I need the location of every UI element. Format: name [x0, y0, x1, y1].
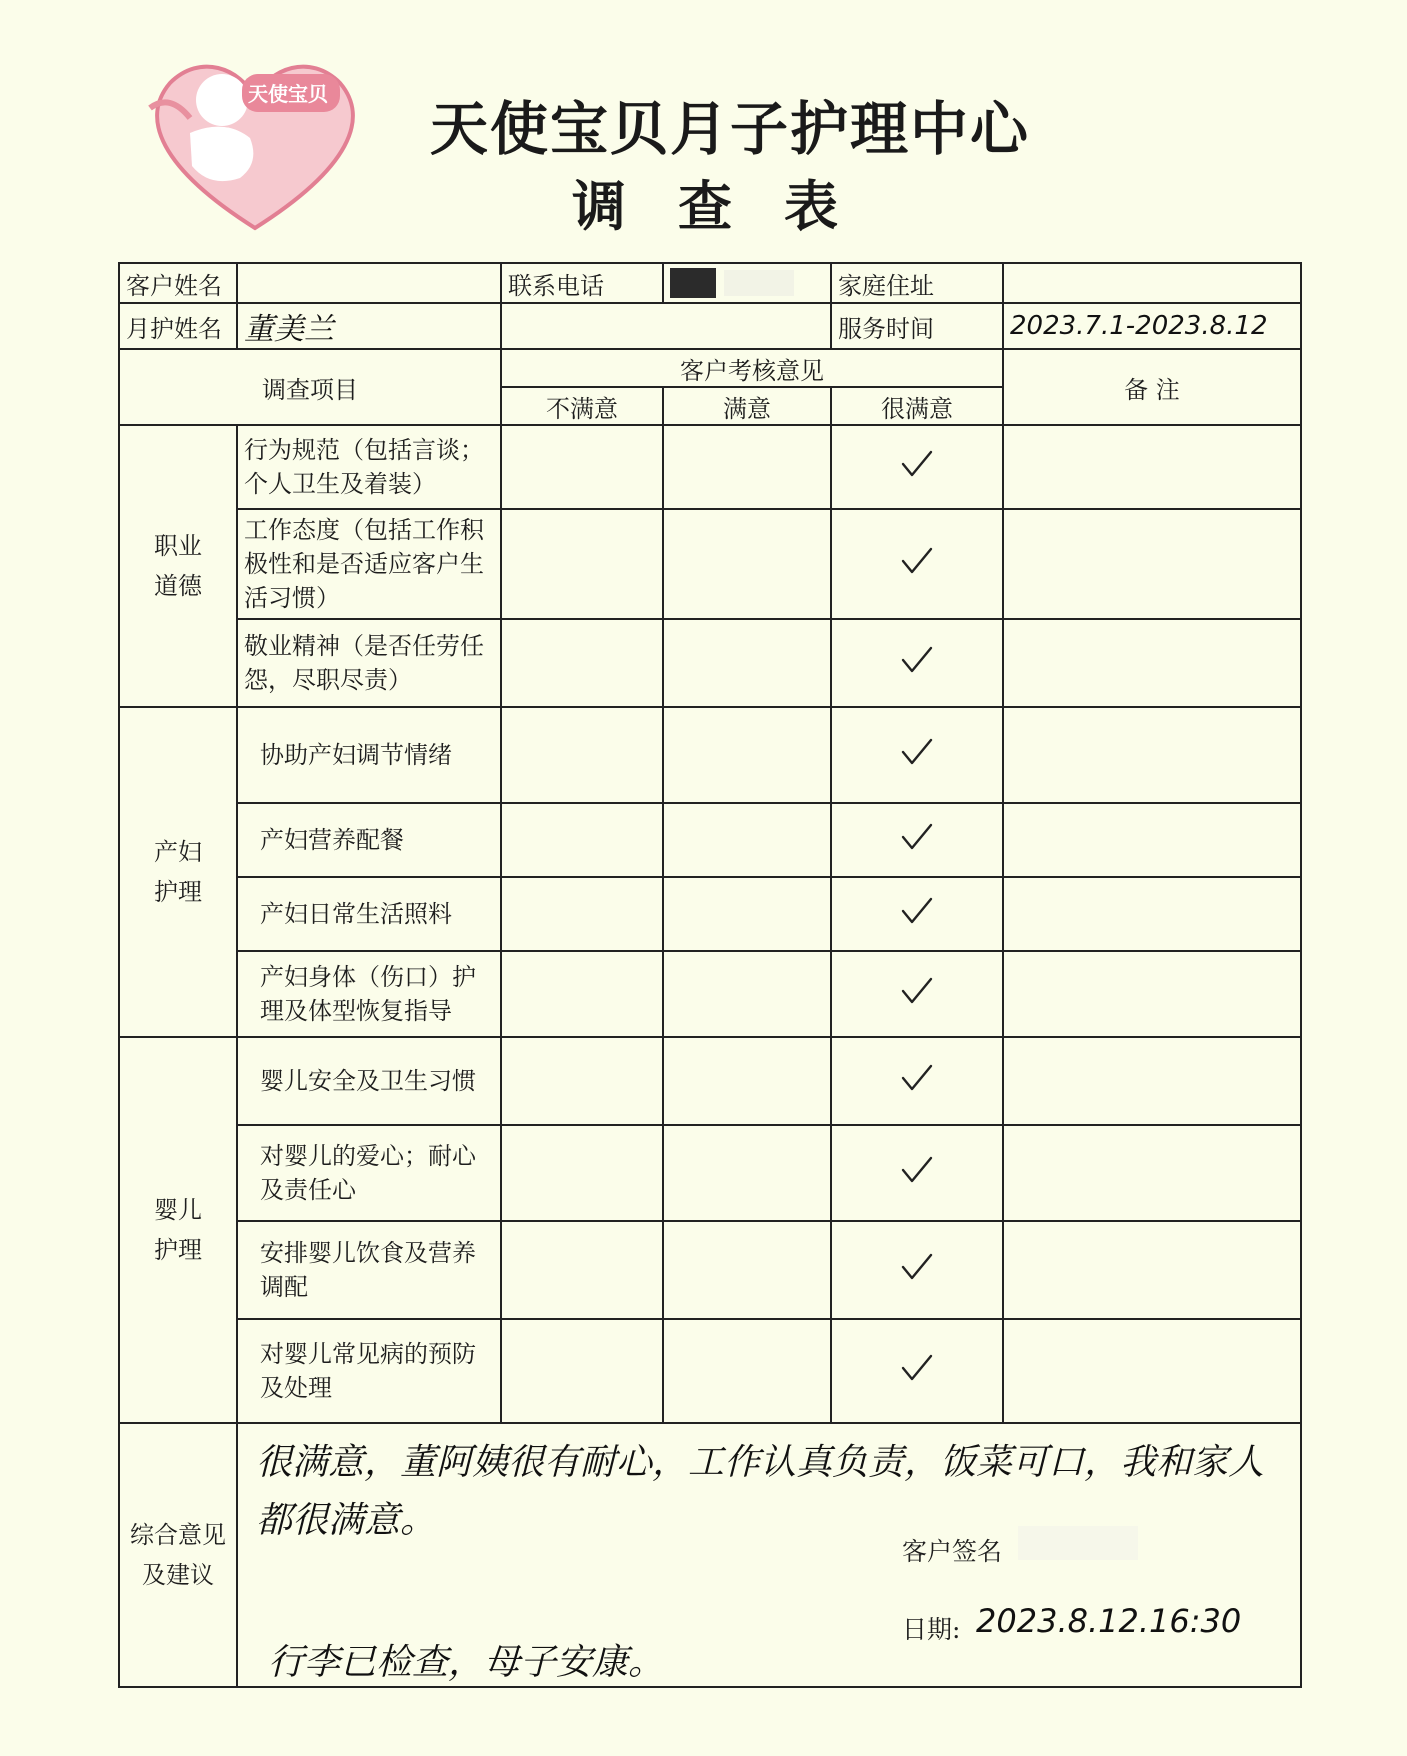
remarks-cell[interactable] [1003, 425, 1301, 509]
signature-label: 客户签名 [902, 1537, 1003, 1566]
rating-cell-dissatisfied[interactable] [501, 619, 663, 707]
check-mark-icon [900, 737, 934, 773]
category-maternal-care: 产妇 护理 [119, 707, 237, 1037]
survey-item-label: 产妇营养配餐 [237, 803, 501, 877]
survey-item-label: 产妇日常生活照料 [237, 877, 501, 951]
check-mark-icon [900, 1063, 934, 1099]
rating-cell-dissatisfied[interactable] [501, 509, 663, 619]
page-title: 天使宝贝月子护理中心 [430, 95, 1031, 163]
rating-cell-very-satisfied[interactable] [831, 803, 1003, 877]
survey-item-label: 行为规范（包括言谈；个人卫生及着装） [237, 425, 501, 509]
rating-cell-dissatisfied[interactable] [501, 425, 663, 509]
check-mark-icon [900, 1353, 934, 1389]
category-infant-care: 婴儿 护理 [119, 1037, 237, 1423]
rating-cell-very-satisfied[interactable] [831, 1221, 1003, 1319]
survey-row [119, 877, 1301, 951]
info-row-2 [119, 303, 1301, 349]
check-mark-icon [900, 449, 934, 485]
dissatisfied-header: 不满意 [501, 387, 663, 425]
nurse-name-label: 月护姓名 [119, 303, 237, 349]
overall-note: 行李已检查，母子安康。 [268, 1642, 665, 1683]
survey-item-label: 安排婴儿饮食及营养调配 [237, 1221, 501, 1319]
rating-cell-very-satisfied[interactable] [831, 509, 1003, 619]
remarks-cell[interactable] [1003, 1125, 1301, 1221]
survey-item-label: 协助产妇调节情绪 [237, 707, 501, 803]
info-blank-cell [501, 303, 831, 349]
remarks-cell[interactable] [1003, 803, 1301, 877]
date-value: 2023.8.12.16:30 [976, 1602, 1242, 1640]
nurse-name-value[interactable] [237, 303, 501, 349]
rating-cell-very-satisfied[interactable] [831, 707, 1003, 803]
rating-cell-satisfied[interactable] [663, 803, 831, 877]
category-ethics: 职业 道德 [119, 425, 237, 707]
rating-cell-satisfied[interactable] [663, 707, 831, 803]
remarks-cell[interactable] [1003, 1319, 1301, 1423]
rating-cell-dissatisfied[interactable] [501, 877, 663, 951]
remarks-cell[interactable] [1003, 877, 1301, 951]
opinion-header: 客户考核意见 [501, 349, 1003, 387]
service-time-value[interactable] [1003, 303, 1301, 349]
overall-comment-line2: 都很满意。 [256, 1500, 437, 1541]
rating-cell-very-satisfied[interactable] [831, 1037, 1003, 1125]
rating-cell-satisfied[interactable] [663, 1319, 831, 1423]
survey-item-label: 婴儿安全及卫生习惯 [237, 1037, 501, 1125]
survey-item-label: 工作态度（包括工作积极性和是否适应客户生活习惯） [237, 509, 501, 619]
rating-cell-dissatisfied[interactable] [501, 951, 663, 1037]
rating-cell-very-satisfied[interactable] [831, 425, 1003, 509]
rating-cell-satisfied[interactable] [663, 951, 831, 1037]
rating-cell-dissatisfied[interactable] [501, 803, 663, 877]
rating-cell-satisfied[interactable] [663, 1125, 831, 1221]
phone-value[interactable] [663, 263, 831, 303]
very-satisfied-header: 很满意 [831, 387, 1003, 425]
rating-cell-satisfied[interactable] [663, 425, 831, 509]
logo [130, 38, 380, 238]
rating-cell-very-satisfied[interactable] [831, 619, 1003, 707]
items-header: 调查项目 [119, 349, 501, 425]
rating-cell-dissatisfied[interactable] [501, 707, 663, 803]
service-time-label: 服务时间 [831, 303, 1003, 349]
check-mark-icon [900, 976, 934, 1012]
customer-name-label: 客户姓名 [119, 263, 237, 303]
nurse-name-handwriting: 董美兰 [244, 312, 334, 347]
overall-content[interactable] [237, 1423, 1301, 1687]
remarks-cell[interactable] [1003, 619, 1301, 707]
remarks-cell[interactable] [1003, 1221, 1301, 1319]
redacted-phone-faint [724, 270, 794, 296]
check-mark-icon [900, 822, 934, 858]
check-mark-icon [900, 896, 934, 932]
rating-cell-dissatisfied[interactable] [501, 1037, 663, 1125]
remarks-cell[interactable] [1003, 707, 1301, 803]
survey-row [119, 509, 1301, 619]
rating-cell-satisfied[interactable] [663, 1221, 831, 1319]
satisfied-header: 满意 [663, 387, 831, 425]
overall-label: 综合意见 及建议 [119, 1423, 237, 1687]
survey-row [119, 1319, 1301, 1423]
rating-cell-satisfied[interactable] [663, 619, 831, 707]
check-mark-icon [900, 546, 934, 582]
rating-cell-dissatisfied[interactable] [501, 1319, 663, 1423]
remarks-header: 备 注 [1003, 349, 1301, 425]
survey-item-label: 产妇身体（伤口）护理及体型恢复指导 [237, 951, 501, 1037]
check-mark-icon [900, 1252, 934, 1288]
address-label: 家庭住址 [831, 263, 1003, 303]
survey-row [119, 619, 1301, 707]
redacted-signature [1018, 1526, 1138, 1560]
rating-cell-very-satisfied[interactable] [831, 1319, 1003, 1423]
check-mark-icon [900, 1155, 934, 1191]
check-mark-icon [900, 645, 934, 681]
survey-row [119, 707, 1301, 803]
service-time-handwriting: 2023.7.1-2023.8.12 [1010, 311, 1268, 341]
overall-comment-line1: 很满意，董阿姨很有耐心，工作认真负责，饭菜可口，我和家人 [256, 1442, 1265, 1483]
rating-cell-dissatisfied[interactable] [501, 1125, 663, 1221]
survey-item-label: 对婴儿常见病的预防及处理 [237, 1319, 501, 1423]
redacted-phone [670, 268, 716, 298]
page-subtitle: 调查表 [572, 175, 890, 238]
survey-item-label: 敬业精神（是否任劳任怨，尽职尽责） [237, 619, 501, 707]
remarks-cell[interactable] [1003, 1037, 1301, 1125]
rating-cell-satisfied[interactable] [663, 509, 831, 619]
header-row-1 [119, 349, 1301, 387]
phone-label: 联系电话 [501, 263, 663, 303]
remarks-cell[interactable] [1003, 509, 1301, 619]
survey-table [118, 262, 1302, 1688]
customer-name-value[interactable] [237, 263, 501, 303]
overall-row [119, 1423, 1301, 1687]
address-value[interactable] [1003, 263, 1301, 303]
rating-cell-very-satisfied[interactable] [831, 877, 1003, 951]
info-row-1 [119, 263, 1301, 303]
survey-row [119, 425, 1301, 509]
survey-row [119, 1125, 1301, 1221]
date-label: 日期: [902, 1615, 961, 1644]
rating-cell-satisfied[interactable] [663, 877, 831, 951]
survey-row [119, 1221, 1301, 1319]
rating-cell-very-satisfied[interactable] [831, 951, 1003, 1037]
survey-row [119, 803, 1301, 877]
survey-row [119, 1037, 1301, 1125]
survey-item-label: 对婴儿的爱心；耐心及责任心 [237, 1125, 501, 1221]
rating-cell-satisfied[interactable] [663, 1037, 831, 1125]
survey-row [119, 951, 1301, 1037]
remarks-cell[interactable] [1003, 951, 1301, 1037]
rating-cell-very-satisfied[interactable] [831, 1125, 1003, 1221]
logo-text: 天使宝贝 [248, 82, 328, 106]
rating-cell-dissatisfied[interactable] [501, 1221, 663, 1319]
